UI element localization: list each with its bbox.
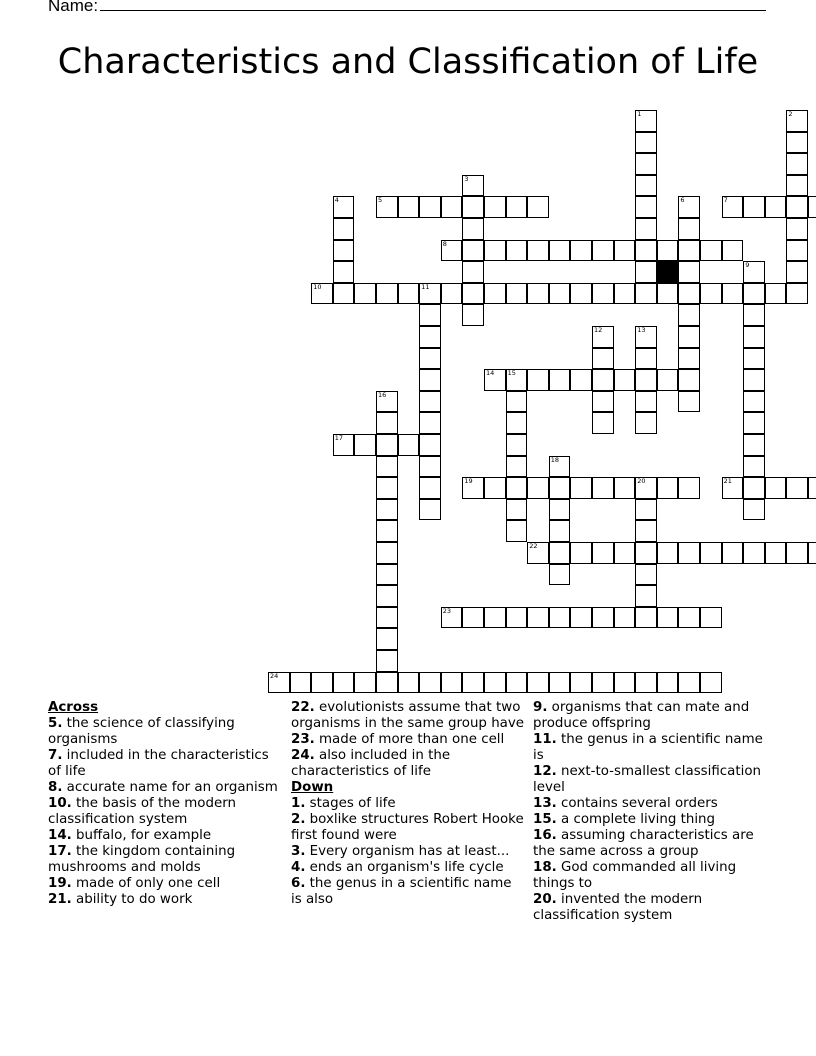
- grid-cell[interactable]: [635, 153, 657, 175]
- clue-text: contains several orders: [556, 796, 718, 811]
- clue: [48, 892, 278, 908]
- grid-cell[interactable]: [376, 650, 398, 672]
- clue-number: 3: [464, 174, 469, 183]
- clue-number: 23: [442, 606, 452, 615]
- clue: [533, 700, 773, 732]
- grid-cell[interactable]: [635, 240, 657, 262]
- grid-cell[interactable]: [462, 607, 484, 629]
- grid-cell[interactable]: [549, 369, 571, 391]
- grid-cell[interactable]: [506, 412, 528, 434]
- grid-cell[interactable]: [678, 240, 700, 262]
- grid-cell[interactable]: [549, 283, 571, 305]
- clue-number-label: 4.: [291, 860, 306, 875]
- grid-cell[interactable]: [376, 412, 398, 434]
- grid-cell[interactable]: [743, 326, 765, 348]
- page-title: Characteristics and Classification of Life: [57, 42, 759, 82]
- clue-number-label: 5.: [48, 716, 63, 731]
- grid-cell[interactable]: [592, 412, 614, 434]
- grid-cell[interactable]: [592, 542, 614, 564]
- grid-cell[interactable]: [441, 196, 463, 218]
- clue-number: 8: [442, 239, 447, 248]
- grid-cell[interactable]: [614, 607, 636, 629]
- grid-cell[interactable]: [614, 369, 636, 391]
- clue-text: accurate name for an organism: [62, 780, 278, 795]
- grid-cell[interactable]: [635, 672, 657, 694]
- grid-cell[interactable]: [419, 196, 441, 218]
- grid-cell[interactable]: [635, 585, 657, 607]
- grid-cell[interactable]: [614, 240, 636, 262]
- grid-cell[interactable]: [527, 477, 549, 499]
- grid-cell[interactable]: [657, 369, 679, 391]
- clues-column-1: [48, 700, 278, 908]
- grid-cell[interactable]: [635, 520, 657, 542]
- clue-text: stages of life: [305, 796, 396, 811]
- clue: [291, 748, 526, 780]
- grid-cell[interactable]: [678, 391, 700, 413]
- grid-cell[interactable]: [635, 607, 657, 629]
- grid-cell[interactable]: [700, 240, 722, 262]
- clue: [533, 892, 773, 924]
- grid-cell[interactable]: [786, 175, 808, 197]
- clue-text: assuming characteristics are the same across a group: [533, 828, 754, 859]
- clue-text: included in the characteristics of life: [48, 748, 269, 779]
- grid-cell[interactable]: [506, 434, 528, 456]
- clue-number-label: 1.: [291, 796, 306, 811]
- grid-cell[interactable]: [808, 196, 816, 218]
- clue: [291, 860, 526, 876]
- grid-cell[interactable]: [506, 283, 528, 305]
- grid-cell[interactable]: [743, 456, 765, 478]
- grid-cell[interactable]: [484, 477, 506, 499]
- grid-cell[interactable]: [462, 283, 484, 305]
- clue-number: 14: [486, 369, 495, 378]
- grid-cell[interactable]: [570, 607, 592, 629]
- clue-number-label: 24.: [291, 748, 315, 763]
- clue-number-label: 19.: [48, 876, 72, 891]
- clue-text: made of only one cell: [71, 876, 221, 891]
- grid-cell[interactable]: [527, 283, 549, 305]
- name-label: Name:: [48, 0, 99, 15]
- grid-cell[interactable]: [506, 499, 528, 521]
- clue-number-label: 13.: [533, 796, 557, 811]
- grid-cell[interactable]: [354, 672, 376, 694]
- grid-cell[interactable]: [614, 477, 636, 499]
- grid-cell[interactable]: [549, 542, 571, 564]
- grid-cell[interactable]: [506, 607, 528, 629]
- grid-cell[interactable]: [678, 369, 700, 391]
- grid-cell[interactable]: [808, 477, 816, 499]
- grid-cell[interactable]: [376, 585, 398, 607]
- clue-number-label: 7.: [48, 748, 63, 763]
- grid-cell[interactable]: [484, 196, 506, 218]
- grid-cell[interactable]: [635, 391, 657, 413]
- clue-number-label: 2.: [291, 812, 306, 827]
- grid-cell[interactable]: [506, 477, 528, 499]
- grid-cell[interactable]: [786, 240, 808, 262]
- grid-cell[interactable]: [657, 542, 679, 564]
- clue-number-label: 16.: [533, 828, 557, 843]
- grid-cell[interactable]: [333, 261, 355, 283]
- clue-number: 4: [334, 196, 339, 205]
- clue-number-label: 15.: [533, 812, 557, 827]
- grid-cell[interactable]: [506, 520, 528, 542]
- grid-cell[interactable]: [419, 326, 441, 348]
- clue: [48, 876, 278, 892]
- clue-text: also included in the characteristics of life: [291, 748, 451, 779]
- clues-column-2: [291, 700, 526, 908]
- grid-cell[interactable]: [549, 477, 571, 499]
- clue-number-label: 21.: [48, 892, 72, 907]
- clue-number-label: 23.: [291, 732, 315, 747]
- grid-cell[interactable]: [592, 348, 614, 370]
- clue: [291, 700, 526, 732]
- grid-cell[interactable]: [484, 672, 506, 694]
- clue-number: 10: [313, 282, 322, 291]
- grid-cell[interactable]: [592, 672, 614, 694]
- grid-cell[interactable]: [419, 477, 441, 499]
- grid-cell[interactable]: [441, 283, 463, 305]
- grid-cell[interactable]: [549, 607, 571, 629]
- grid-cell[interactable]: [678, 542, 700, 564]
- grid-cell[interactable]: [484, 283, 506, 305]
- clue-number-label: 9.: [533, 700, 548, 715]
- grid-cell[interactable]: [743, 283, 765, 305]
- clue-text: the kingdom containing mushrooms and molds: [48, 844, 236, 875]
- down-heading: Down: [291, 780, 334, 795]
- grid-cell[interactable]: [614, 672, 636, 694]
- grid-cell[interactable]: [786, 542, 808, 564]
- clue-number: 15: [507, 369, 516, 378]
- grid-cell[interactable]: [354, 283, 376, 305]
- grid-cell[interactable]: [678, 348, 700, 370]
- grid-cell[interactable]: [398, 434, 420, 456]
- clue-text: a complete living thing: [556, 812, 716, 827]
- clue-text: made of more than one cell: [314, 732, 505, 747]
- grid-cell[interactable]: [419, 369, 441, 391]
- grid-cell[interactable]: [743, 477, 765, 499]
- grid-cell[interactable]: [743, 391, 765, 413]
- clue-text: ability to do work: [71, 892, 193, 907]
- grid-cell[interactable]: [808, 542, 816, 564]
- clue-text: Every organism has at least...: [305, 844, 510, 859]
- clue-text: the basis of the modern classification system: [48, 796, 236, 827]
- grid-cell[interactable]: [592, 240, 614, 262]
- clue-text: evolutionists assume that two organisms in the same group have: [291, 700, 525, 731]
- grid-cell[interactable]: [527, 607, 549, 629]
- grid-cell[interactable]: [657, 240, 679, 262]
- grid-cell[interactable]: [462, 240, 484, 262]
- grid-cell[interactable]: [592, 283, 614, 305]
- grid-cell[interactable]: [333, 672, 355, 694]
- grid-cell[interactable]: [398, 196, 420, 218]
- grid-cell[interactable]: [462, 672, 484, 694]
- grid-cell[interactable]: [657, 607, 679, 629]
- clue-number: 6: [680, 196, 685, 205]
- clue: [48, 828, 278, 844]
- grid-cell[interactable]: [376, 456, 398, 478]
- grid-cell[interactable]: [419, 499, 441, 521]
- grid-cell[interactable]: [549, 499, 571, 521]
- clue-number: 9: [745, 261, 750, 270]
- clue-text: invented the modern classification system: [533, 892, 703, 923]
- grid-cell[interactable]: [765, 283, 787, 305]
- clue-number-label: 11.: [533, 732, 557, 747]
- grid-cell[interactable]: [462, 196, 484, 218]
- clue-text: ends an organism's life cycle: [305, 860, 504, 875]
- grid-cell[interactable]: [398, 283, 420, 305]
- clue: [48, 716, 278, 748]
- grid-cell[interactable]: [376, 520, 398, 542]
- grid-cell[interactable]: [419, 304, 441, 326]
- grid-cell[interactable]: [419, 434, 441, 456]
- grid-cell[interactable]: [786, 477, 808, 499]
- grid-cell[interactable]: [527, 369, 549, 391]
- clue-number: 11: [421, 282, 430, 291]
- grid-cell[interactable]: [419, 456, 441, 478]
- clue: [291, 876, 526, 908]
- grid-cell[interactable]: [700, 672, 722, 694]
- clue-number-label: 17.: [48, 844, 72, 859]
- grid-cell[interactable]: [419, 412, 441, 434]
- clue: [291, 796, 526, 812]
- clue-number: 21: [723, 477, 732, 486]
- grid-cell[interactable]: [743, 196, 765, 218]
- grid-cell[interactable]: [678, 607, 700, 629]
- grid-cell[interactable]: [506, 240, 528, 262]
- grid-cell[interactable]: [722, 283, 744, 305]
- clue-number-label: 3.: [291, 844, 306, 859]
- grid-cell[interactable]: [635, 412, 657, 434]
- grid-cell[interactable]: [765, 477, 787, 499]
- clue-number-label: 8.: [48, 780, 63, 795]
- grid-cell[interactable]: [635, 369, 657, 391]
- grid-cell[interactable]: [700, 607, 722, 629]
- grid-cell[interactable]: [376, 628, 398, 650]
- grid-cell[interactable]: [786, 196, 808, 218]
- clue-number: 7: [723, 196, 728, 205]
- grid-cell[interactable]: [570, 672, 592, 694]
- clue: [291, 812, 526, 844]
- grid-cell[interactable]: [484, 607, 506, 629]
- grid-cell[interactable]: [527, 196, 549, 218]
- clue: [533, 860, 773, 892]
- grid-cell[interactable]: [786, 218, 808, 240]
- grid-cell[interactable]: [743, 348, 765, 370]
- grid-cell[interactable]: [570, 369, 592, 391]
- grid-cell[interactable]: [743, 412, 765, 434]
- clue-text: next-to-smallest classification level: [533, 764, 762, 795]
- grid-cell[interactable]: [506, 391, 528, 413]
- grid-cell[interactable]: [549, 520, 571, 542]
- clue: [291, 844, 526, 860]
- grid-cell[interactable]: [786, 261, 808, 283]
- clue-number-label: 14.: [48, 828, 72, 843]
- grid-cell[interactable]: [635, 564, 657, 586]
- grid-cell[interactable]: [765, 542, 787, 564]
- grid-cell[interactable]: [743, 369, 765, 391]
- grid-cell[interactable]: [592, 369, 614, 391]
- clue-number: 1: [637, 110, 642, 118]
- grid-cell[interactable]: [376, 672, 398, 694]
- clue: [533, 764, 773, 796]
- grid-cell[interactable]: [635, 132, 657, 154]
- grid-cell[interactable]: [311, 672, 333, 694]
- clue-number: 5: [378, 196, 383, 205]
- clue: [533, 828, 773, 860]
- clues-column-3: [533, 700, 773, 924]
- grid-cell[interactable]: [765, 196, 787, 218]
- grid-cell[interactable]: [635, 175, 657, 197]
- grid-cell[interactable]: [419, 672, 441, 694]
- clue-text: the genus in a scientific name is also: [291, 876, 512, 907]
- clue-text: buffalo, for example: [71, 828, 212, 843]
- clue-number-label: 20.: [533, 892, 557, 907]
- clue: [533, 732, 773, 764]
- grid-cell[interactable]: [678, 477, 700, 499]
- grid-cell[interactable]: [722, 240, 744, 262]
- grid-cell[interactable]: [549, 672, 571, 694]
- grid-cell[interactable]: [354, 434, 376, 456]
- grid-cell[interactable]: [376, 434, 398, 456]
- clue-text: God commanded all living things to: [533, 860, 737, 891]
- grid-cell[interactable]: [549, 240, 571, 262]
- grid-cell[interactable]: [786, 283, 808, 305]
- grid-cell[interactable]: [527, 240, 549, 262]
- grid-cell[interactable]: [333, 283, 355, 305]
- clue-number-label: 6.: [291, 876, 306, 891]
- grid-cell[interactable]: [635, 283, 657, 305]
- grid-cell[interactable]: [635, 499, 657, 521]
- grid-cell[interactable]: [678, 283, 700, 305]
- grid-cell[interactable]: [635, 218, 657, 240]
- grid-cell[interactable]: [614, 542, 636, 564]
- clue: [48, 780, 278, 796]
- grid-cell[interactable]: [549, 564, 571, 586]
- grid-cell[interactable]: [398, 672, 420, 694]
- clue-text: boxlike structures Robert Hooke first found were: [291, 812, 524, 843]
- grid-cell[interactable]: [678, 261, 700, 283]
- clue-number: 20: [637, 477, 646, 486]
- clue: [48, 844, 278, 876]
- grid-cell[interactable]: [333, 240, 355, 262]
- grid-cell[interactable]: [570, 477, 592, 499]
- grid-cell[interactable]: [635, 348, 657, 370]
- clue: [48, 796, 278, 828]
- clue-number: 17: [334, 434, 344, 442]
- grid-cell[interactable]: [441, 672, 463, 694]
- clue: [291, 732, 526, 748]
- grid-cell[interactable]: [678, 218, 700, 240]
- grid-cell[interactable]: [570, 283, 592, 305]
- black-square: [657, 261, 679, 283]
- grid-cell[interactable]: [786, 132, 808, 154]
- grid-cell[interactable]: [484, 240, 506, 262]
- grid-cell[interactable]: [376, 499, 398, 521]
- clue-number-label: 18.: [533, 860, 557, 875]
- grid-cell[interactable]: [333, 218, 355, 240]
- clue-number-label: 12.: [533, 764, 557, 779]
- across-heading: Across: [48, 700, 99, 715]
- clue-number: 12: [594, 326, 603, 334]
- grid-cell[interactable]: [462, 304, 484, 326]
- grid-cell[interactable]: [376, 564, 398, 586]
- grid-cell[interactable]: [506, 672, 528, 694]
- clue-number: 16: [378, 390, 387, 399]
- grid-cell[interactable]: [678, 672, 700, 694]
- grid-cell[interactable]: [786, 153, 808, 175]
- clue-number: 13: [637, 326, 646, 334]
- grid-cell[interactable]: [657, 283, 679, 305]
- clue-number: 18: [550, 455, 560, 464]
- grid-cell[interactable]: [700, 542, 722, 564]
- clue: [48, 748, 278, 780]
- clue-number-label: 22.: [291, 700, 315, 715]
- grid-cell[interactable]: [419, 391, 441, 413]
- grid-cell[interactable]: [506, 456, 528, 478]
- clue-text: the genus in a scientific name is: [533, 732, 763, 763]
- grid-cell[interactable]: [462, 261, 484, 283]
- clue-number: 2: [788, 110, 793, 118]
- grid-cell[interactable]: [290, 672, 312, 694]
- grid-cell[interactable]: [657, 672, 679, 694]
- grid-cell[interactable]: [743, 499, 765, 521]
- grid-cell[interactable]: [743, 304, 765, 326]
- clue-number-label: 10.: [48, 796, 72, 811]
- grid-cell[interactable]: [635, 261, 657, 283]
- grid-cell[interactable]: [635, 542, 657, 564]
- clue: [533, 812, 773, 828]
- grid-cell[interactable]: [376, 542, 398, 564]
- grid-cell[interactable]: [592, 607, 614, 629]
- grid-cell[interactable]: [570, 542, 592, 564]
- grid-cell[interactable]: [592, 391, 614, 413]
- grid-cell[interactable]: [376, 607, 398, 629]
- grid-cell[interactable]: [657, 477, 679, 499]
- grid-cell[interactable]: [722, 542, 744, 564]
- grid-cell[interactable]: [614, 283, 636, 305]
- grid-cell[interactable]: [743, 542, 765, 564]
- grid-cell[interactable]: [700, 283, 722, 305]
- grid-cell[interactable]: [376, 283, 398, 305]
- grid-cell[interactable]: [635, 196, 657, 218]
- grid-cell[interactable]: [678, 326, 700, 348]
- grid-cell[interactable]: [376, 477, 398, 499]
- grid-cell[interactable]: [678, 304, 700, 326]
- grid-cell[interactable]: [743, 434, 765, 456]
- clue-number: 24: [270, 671, 279, 680]
- clue-number: 22: [529, 542, 538, 550]
- clue-number: 19: [464, 477, 473, 486]
- grid-cell[interactable]: [506, 196, 528, 218]
- grid-cell[interactable]: [419, 348, 441, 370]
- clue: [533, 796, 773, 812]
- grid-cell[interactable]: [570, 240, 592, 262]
- grid-cell[interactable]: [462, 218, 484, 240]
- grid-cell[interactable]: [592, 477, 614, 499]
- clue-text: organisms that can mate and produce offspring: [533, 700, 750, 731]
- clue-text: the science of classifying organisms: [48, 716, 235, 747]
- grid-cell[interactable]: [527, 672, 549, 694]
